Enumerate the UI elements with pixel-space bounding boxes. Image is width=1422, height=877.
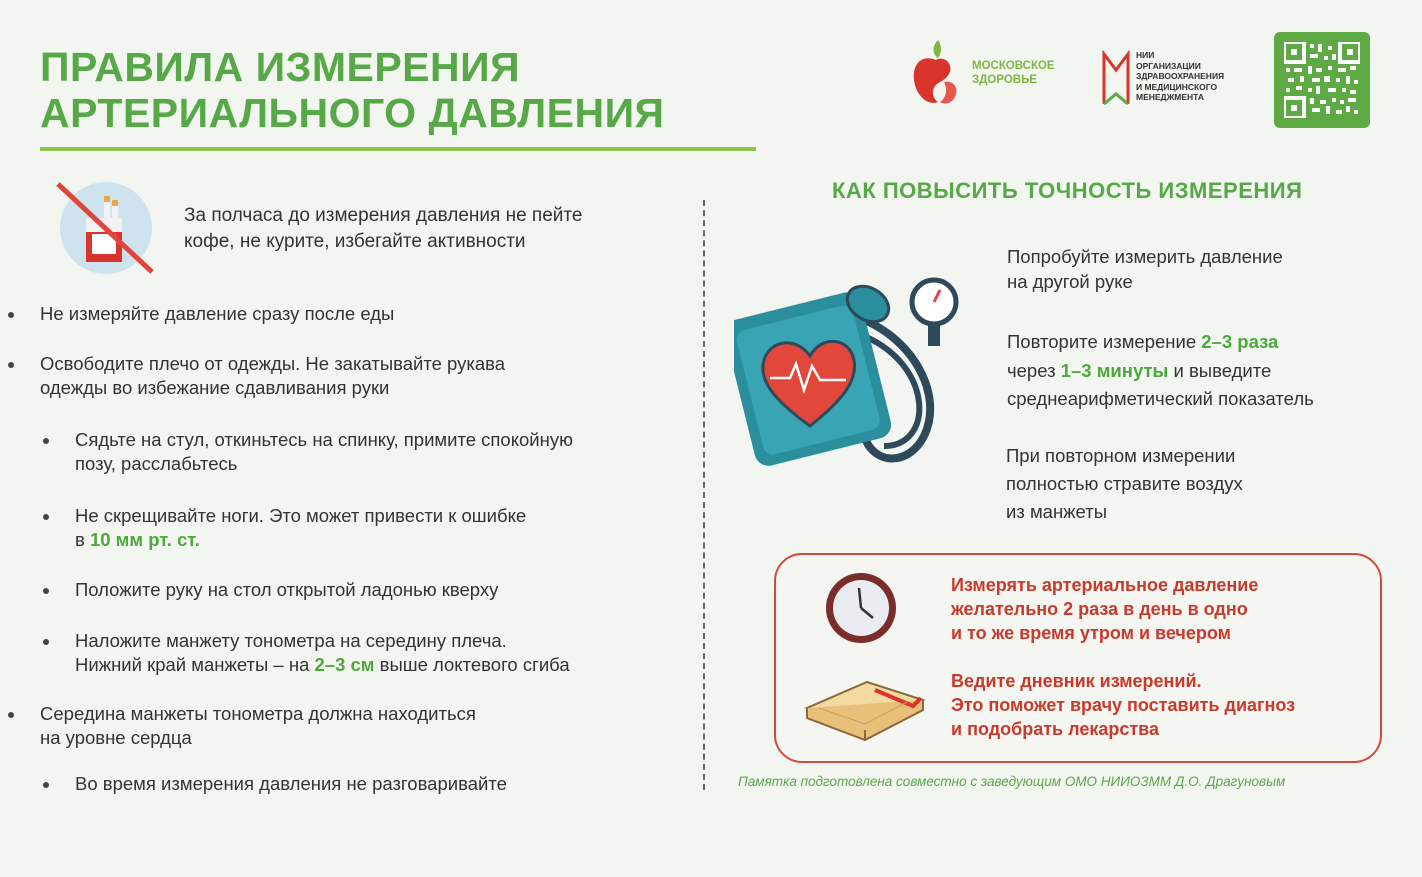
notice-b-line-3: и подобрать лекарства xyxy=(951,719,1160,739)
title-line-2: АРТЕРИАЛЬНОГО ДАВЛЕНИЯ xyxy=(40,90,665,136)
title-underline xyxy=(40,147,756,151)
nii-emblem-icon xyxy=(1102,50,1130,106)
intro-line-2: кофе, не курите, избегайте активности xyxy=(184,231,526,252)
tip-repeat xyxy=(1007,328,1314,414)
apple-heart-icon xyxy=(908,36,964,110)
notice-a-line-1: Измерять артериальное давление xyxy=(951,575,1259,595)
tip-2-highlight-times: 2–3 раза xyxy=(1201,331,1279,352)
list-item xyxy=(40,352,505,400)
accuracy-title: КАК ПОВЫСИТЬ ТОЧНОСТЬ ИЗМЕРЕНИЯ xyxy=(832,178,1303,203)
tip-2-text-b: через xyxy=(1007,359,1061,381)
nii-logo xyxy=(1102,50,1224,106)
tonometer-icon xyxy=(734,276,966,476)
tip-1-line-1: Попробуйте измерить давление xyxy=(1007,246,1283,267)
mz-line-2: ЗДОРОВЬЕ xyxy=(972,74,1038,86)
list-item xyxy=(75,629,570,677)
no-cigarettes-icon xyxy=(56,180,156,276)
list-item xyxy=(75,772,507,796)
rule-1-line-1: Не измеряйте давление сразу после еды xyxy=(40,303,395,324)
notice-b-line-2: Это поможет врачу поставить диагноз xyxy=(951,695,1296,715)
rule-7-line-1: Середина манжеты тонометра должна находиться xyxy=(40,703,476,724)
tip-other-arm xyxy=(1007,244,1283,294)
qr-code[interactable] xyxy=(1274,32,1370,128)
rule-2-line-1: Освободите плечо от одежды. Не закатывайте рукава xyxy=(40,353,506,374)
rule-3-line-1: Сядьте на стул, откиньтесь на спинку, примите спокойную xyxy=(75,429,573,450)
notice-diary xyxy=(951,669,1295,741)
notice-a-line-3: и то же время утром и вечером xyxy=(951,623,1231,643)
rule-6-line-1: Наложите манжету тонометра на середину плеча. xyxy=(75,630,507,651)
tip-3-line-3: из манжеты xyxy=(1006,501,1108,522)
rule-4-line-2 xyxy=(75,528,526,552)
nii-line-4: И МЕДИЦИНСКОГО xyxy=(1136,81,1218,92)
list-item xyxy=(75,428,573,476)
tip-2-text-c: и выведите xyxy=(1168,359,1272,381)
title-line-1: ПРАВИЛА ИЗМЕРЕНИЯ xyxy=(40,44,521,90)
list-item xyxy=(75,578,498,602)
diary-book-icon xyxy=(803,678,927,742)
nii-line-2: ОРГАНИЗАЦИИ xyxy=(1136,60,1201,71)
tip-2-highlight-minutes: 1–3 минуты xyxy=(1060,359,1169,381)
nii-line-1: НИИ xyxy=(1136,50,1155,60)
nii-line-5: МЕНЕДЖМЕНТА xyxy=(1136,92,1204,102)
list-item xyxy=(75,504,526,552)
list-item xyxy=(40,302,394,326)
rule-4-line-1: Не скрещивайте ноги. Это может привести к ошибке xyxy=(75,505,527,526)
tip-2-line-1 xyxy=(1007,328,1314,357)
rule-8-line-1: Во время измерения давления не разговаривайте xyxy=(75,773,507,794)
column-divider xyxy=(703,200,705,790)
notice-a-line-2: желательно 2 раза в день в одно xyxy=(951,599,1248,619)
rule-3-line-2: позу, расслабьтесь xyxy=(75,453,238,474)
list-item xyxy=(40,702,476,750)
tip-3-line-2: полностью стравите воздух xyxy=(1006,473,1243,494)
moscow-health-logo xyxy=(908,36,1055,110)
rule-4-highlight: 10 мм рт. ст. xyxy=(89,529,200,550)
tip-3-line-1: При повторном измерении xyxy=(1006,445,1236,466)
clock-icon xyxy=(823,570,899,646)
mz-line-1: МОСКОВСКОЕ xyxy=(972,60,1055,72)
intro-text xyxy=(184,203,694,255)
tip-2-line-3: среднеарифметический показатель xyxy=(1007,388,1314,409)
page-title xyxy=(40,44,665,136)
no-smoking-illustration xyxy=(56,180,156,276)
notice-b-line-1: Ведите дневник измерений. xyxy=(951,671,1202,691)
rule-7-line-2: на уровне сердца xyxy=(40,727,192,748)
rule-6-highlight: 2–3 см xyxy=(314,654,375,675)
tip-2-text-a: Повторите измерение xyxy=(1007,331,1202,352)
rule-6-text-b: выше локтевого сгиба xyxy=(374,654,570,675)
nii-line-3: ЗДРАВООХРАНЕНИЯ xyxy=(1136,71,1225,81)
tip-1-line-2: на другой руке xyxy=(1007,271,1133,292)
footer-credit: Памятка подготовлена совместно с заведующим ОМО НИИОЗММ Д.О. Драгуновым xyxy=(738,774,1286,789)
rule-5-line-1: Положите руку на стол открытой ладонью кверху xyxy=(75,579,499,600)
intro-line-1: За полчаса до измерения давления не пейте xyxy=(184,205,583,226)
rule-2-line-2: одежды во избежание сдавливания руки xyxy=(40,377,390,398)
qr-code-icon xyxy=(1284,42,1360,118)
rule-6-text-a: Нижний край манжеты – на xyxy=(75,654,315,675)
tip-2-line-2 xyxy=(1007,357,1314,386)
rule-4-text: в xyxy=(75,529,90,550)
rule-6-line-2 xyxy=(75,653,570,677)
notice-measure-twice xyxy=(951,573,1258,645)
tip-deflate xyxy=(1006,442,1243,526)
